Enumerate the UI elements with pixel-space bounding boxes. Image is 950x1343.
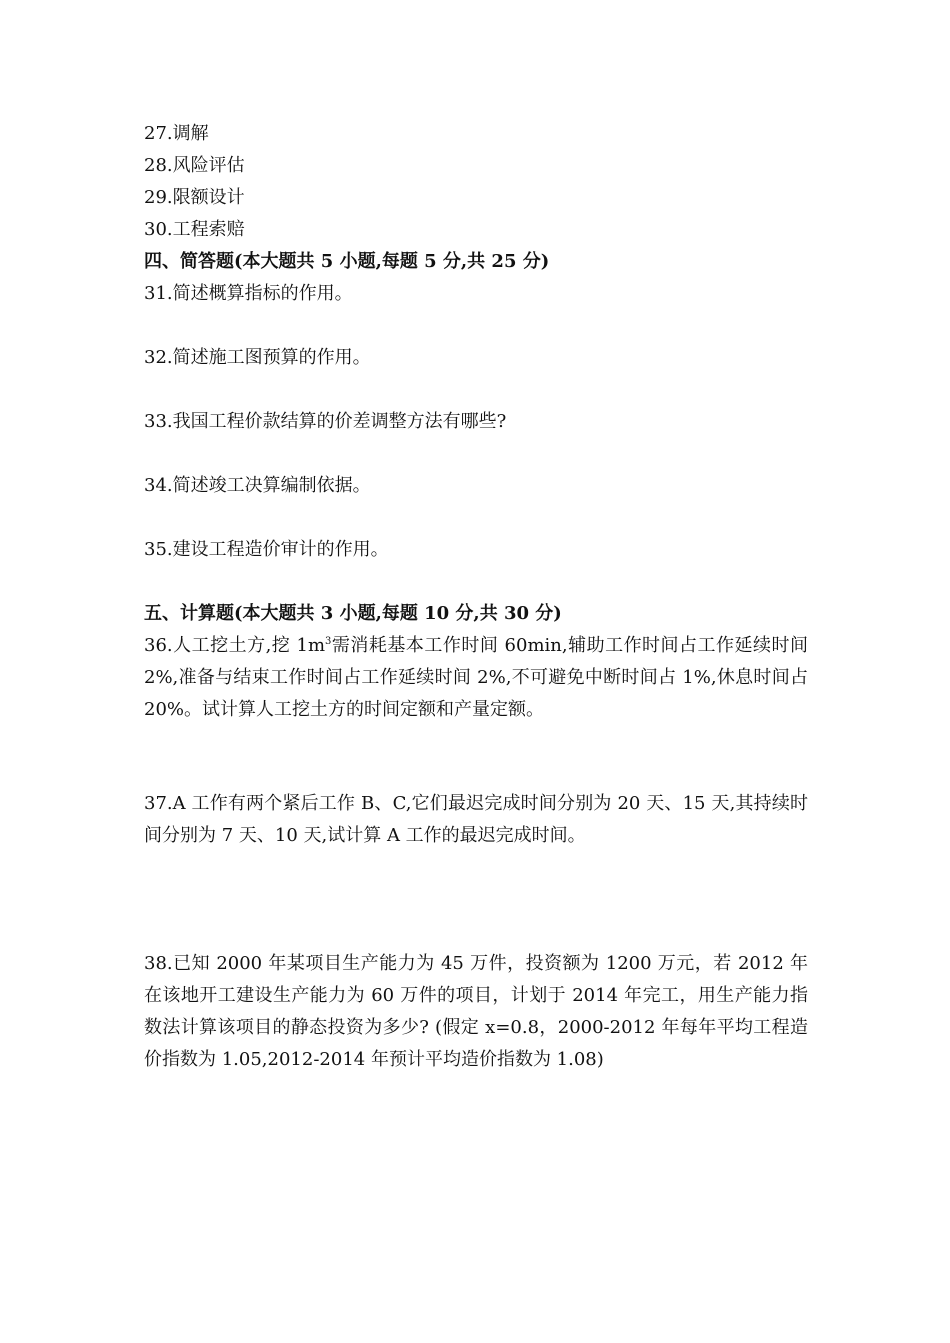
question-36-text-start: 36.人工挖土方,挖 1m xyxy=(144,635,326,656)
question-36 xyxy=(144,630,808,726)
question-33: 33.我国工程价款结算的价差调整方法有哪些? xyxy=(144,411,507,432)
question-38: 38.已知 2000 年某项目生产能力为 45 万件，投资额为 1200 万元，若 2012 年在该地开工建设生产能力为 60 万件的项目，计划于 2014 年完工，用生产能力指数法计算该项目的静态投资为多少? (假定 x=0.8，2000-2012 年每年平均工程造价指数为 1.05,2012-2014 年预计平均造价指数为 1.08) xyxy=(144,953,808,1070)
question-31: 31.简述概算指标的作用。 xyxy=(144,283,353,304)
question-37: 37.A 工作有两个紧后工作 B、C,它们最迟完成时间分别为 20 天、15 天,其持续时间分别为 7 天、10 天,试计算 A 工作的最迟完成时间。 xyxy=(144,793,808,846)
question-32: 32.简述施工图预算的作用。 xyxy=(144,347,371,368)
question-36-text-end: 需消耗基本工作时间 60min,辅助工作时间占工作延续时间2%,准备与结束工作时间占工作延续时间 2%,不可避免中断时间占 1%,休息时间占 20%。试计算人工挖土方的时间定额和产量定额。 xyxy=(144,635,808,720)
section-4-heading: 四、简答题(本大题共 5 小题,每题 5 分,共 25 分) xyxy=(144,251,550,272)
term-30: 30.工程索赔 xyxy=(144,219,245,240)
cubic-superscript: 3 xyxy=(325,636,332,647)
term-29: 29.限额设计 xyxy=(144,187,245,208)
term-28: 28.风险评估 xyxy=(144,155,245,176)
term-27: 27.调解 xyxy=(144,123,209,144)
question-34: 34.简述竣工决算编制依据。 xyxy=(144,475,371,496)
section-5-heading: 五、计算题(本大题共 3 小题,每题 10 分,共 30 分) xyxy=(144,603,562,624)
question-35: 35.建设工程造价审计的作用。 xyxy=(144,539,389,560)
